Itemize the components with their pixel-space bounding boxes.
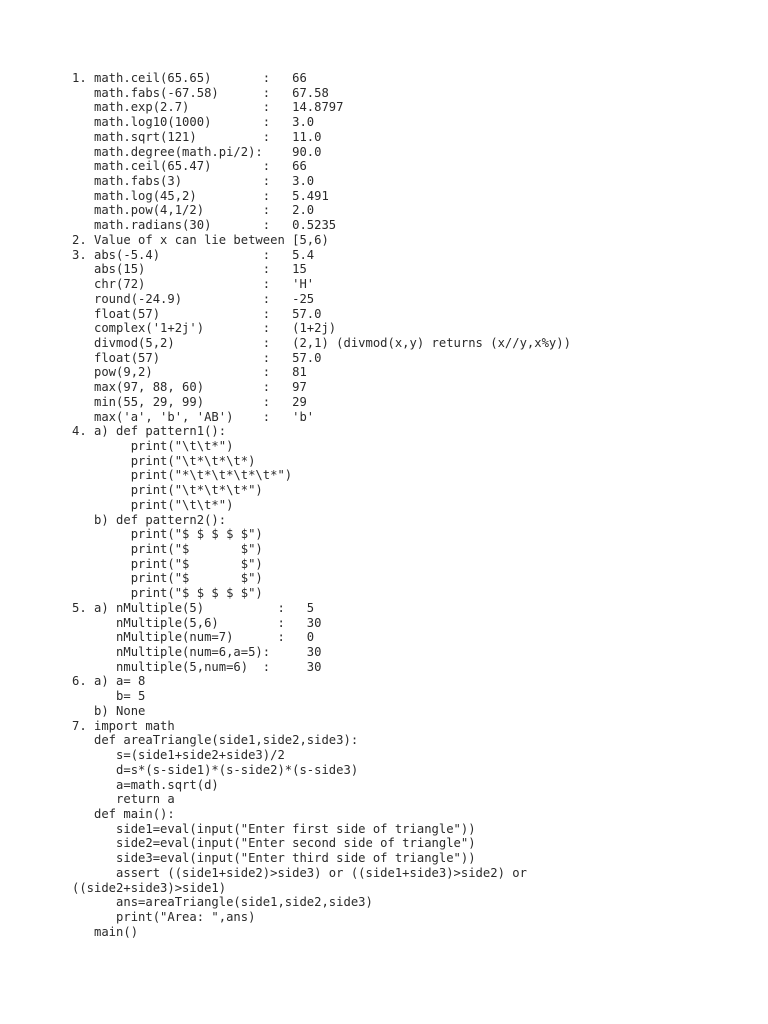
text-line: side3=eval(input("Enter third side of triangle")) xyxy=(72,851,476,866)
text-line: 1. math.ceil(65.65) : 66 xyxy=(72,71,307,85)
text-line: pow(9,2) : 81 xyxy=(72,365,307,380)
text-line: nmultiple(5,num=6) : 30 xyxy=(72,659,322,674)
text-line: side2=eval(input("Enter second side of triangle") xyxy=(72,836,476,851)
text-line: math.sqrt(121) : 11.0 xyxy=(72,129,322,144)
text-line: print("\t*\t*\t*) xyxy=(72,453,256,468)
text-line: round(-24.9) : -25 xyxy=(72,291,315,306)
text-line: print("$ $ $ $ $") xyxy=(72,586,263,601)
text-line: float(57) : 57.0 xyxy=(72,306,322,321)
text-line: print("$ $") xyxy=(72,556,263,571)
text-line: print("\t*\t*\t*") xyxy=(72,483,263,498)
text-line: print("$ $ $ $ $") xyxy=(72,527,263,542)
text-line: math.pow(4,1/2) : 2.0 xyxy=(72,203,315,218)
text-line: math.radians(30) : 0.5235 xyxy=(72,218,337,233)
text-line: b) def pattern2(): xyxy=(72,512,227,527)
text-line: print("$ $") xyxy=(72,542,263,556)
document-body xyxy=(72,71,752,939)
text-line: math.ceil(65.47) : 66 xyxy=(72,159,307,174)
text-line: b) None xyxy=(72,703,146,718)
text-line: math.degree(math.pi/2): 90.0 xyxy=(72,144,322,159)
text-line: 3. abs(-5.4) : 5.4 xyxy=(72,247,315,262)
text-line: 2. Value of x can lie between [5,6) xyxy=(72,232,329,247)
text-line: chr(72) : 'H' xyxy=(72,277,315,292)
text-line: side1=eval(input("Enter first side of triangle")) xyxy=(72,821,476,836)
text-line: def main(): xyxy=(72,806,175,821)
text-line: assert ((side1+side2)>side3) or ((side1+side3)>side2) or xyxy=(72,865,527,880)
text-line: divmod(5,2) : (2,1) (divmod(x,y) returns (x//y,x%y)) xyxy=(72,335,571,350)
text-line: math.fabs(3) : 3.0 xyxy=(72,174,315,189)
text-line: max(97, 88, 60) : 97 xyxy=(72,380,307,395)
text-line: nMultiple(num=7) : 0 xyxy=(72,630,315,645)
text-line: print("*\t*\t*\t*\t*") xyxy=(72,468,293,483)
text-line: 7. import math xyxy=(72,718,175,733)
text-line: b= 5 xyxy=(72,689,146,704)
text-line: d=s*(s-side1)*(s-side2)*(s-side3) xyxy=(72,762,359,777)
text-line: float(57) : 57.0 xyxy=(72,350,322,365)
text-line: math.log(45,2) : 5.491 xyxy=(72,188,329,203)
text-line: math.fabs(-67.58) : 67.58 xyxy=(72,85,329,100)
text-line: print("$ $") xyxy=(72,571,263,586)
text-line: ans=areaTriangle(side1,side2,side3) xyxy=(72,895,373,910)
text-line: 4. a) def pattern1(): xyxy=(72,424,227,439)
text-line: 6. a) a= 8 xyxy=(72,674,146,689)
text-line: a=math.sqrt(d) xyxy=(72,777,219,792)
text-line: complex('1+2j') : (1+2j) xyxy=(72,321,337,336)
text-line: return a xyxy=(72,792,175,807)
text-line: math.exp(2.7) : 14.8797 xyxy=(72,100,344,115)
text-line: main() xyxy=(72,924,139,939)
text-line: nMultiple(5,6) : 30 xyxy=(72,615,322,630)
text-line: s=(side1+side2+side3)/2 xyxy=(72,748,285,763)
text-line: nMultiple(num=6,a=5): 30 xyxy=(72,645,322,660)
text-line: abs(15) : 15 xyxy=(72,262,307,277)
text-line: print("\t\t*") xyxy=(72,497,234,512)
text-line: math.log10(1000) : 3.0 xyxy=(72,115,315,130)
text-line: min(55, 29, 99) : 29 xyxy=(72,394,307,409)
text-line: print("\t\t*") xyxy=(72,438,234,453)
text-line: def areaTriangle(side1,side2,side3): xyxy=(72,733,359,748)
text-line: 5. a) nMultiple(5) : 5 xyxy=(72,600,315,615)
text-line: ((side2+side3)>side1) xyxy=(72,880,227,895)
text-line: print("Area: ",ans) xyxy=(72,909,256,924)
text-line: max('a', 'b', 'AB') : 'b' xyxy=(72,409,315,424)
